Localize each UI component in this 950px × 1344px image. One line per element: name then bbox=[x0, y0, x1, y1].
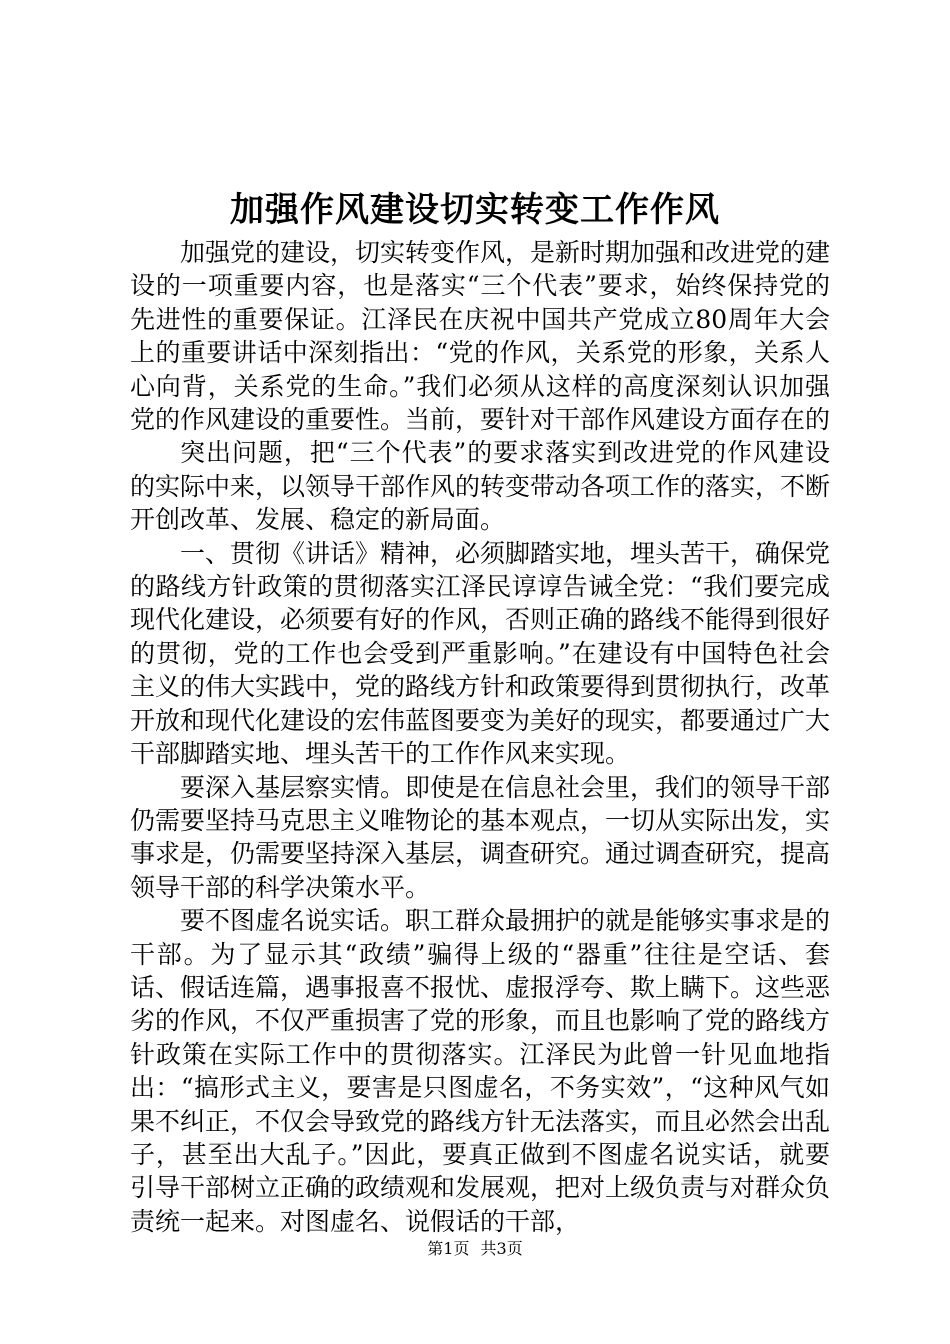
page-number: 第1页 bbox=[427, 1239, 470, 1258]
paragraph-2: 突出问题，把“三个代表”的要求落实到改进党的作风建设的实际中来，以领导干部作风的转变带动各项工作的落实，不断开创改革、发展、稳定的新局面。 bbox=[130, 438, 831, 535]
paragraph-4: 要深入基层察实情。即使是在信息社会里，我们的领导干部仍需要坚持马克思主义唯物论的基本观点，一切从实际出发，实事求是，仍需要坚持深入基层，调查研究。通过调查研究，提高领导干部的科学决策水平。 bbox=[130, 772, 831, 902]
page-total: 共3页 bbox=[480, 1239, 523, 1258]
document-title: 加强作风建设切实转变工作作风 bbox=[230, 190, 720, 230]
document-body bbox=[130, 236, 830, 1238]
paragraph-3: 一、贯彻《讲话》精神，必须脚踏实地，埋头苦干，确保党的路线方针政策的贯彻落实江泽民谆谆告诫全党：“我们要完成现代化建设，必须要有好的作风，否则正确的路线不能得到很好的贯彻，党的工作也会受到严重影响。”在建设有中国特色社会主义的伟大实践中，党的路线方针和政策要得到贯彻执行，改革开放和现代化建设的宏伟蓝图要变为美好的现实，都要通过广大干部脚踏实地、埋头苦干的工作作风来实现。 bbox=[130, 538, 831, 769]
page-footer bbox=[0, 1239, 950, 1259]
paragraph-5: 要不图虚名说实话。职工群众最拥护的就是能够实事求是的干部。为了显示其“政绩”骗得上级的“器重”往往是空话、套话、假话连篇，遇事报喜不报忧、虚报浮夸、欺上瞒下。这些恶劣的作风，不仅严重损害了党的形象，而且也影响了党的路线方针政策在实际工作中的贯彻落实。江泽民为此曾一针见血地指出：“搞形式主义，要害是只图虚名，不务实效”，“这种风气如果不纠正，不仅会导致党的路线方针无法落实，而且必然会出乱子，甚至出大乱子。”因此，要真正做到不图虚名说实话，就要引导干部树立正确的政绩观和发展观，把对上级负责与对群众负责统一起来。对图虚名、说假话的干部， bbox=[130, 906, 831, 1236]
paragraph-1: 加强党的建设，切实转变作风，是新时期加强和改进党的建设的一项重要内容，也是落实“三个代表”要求，始终保持党的先进性的重要保证。江泽民在庆祝中国共产党成立80周年大会上的重要讲话中深刻指出：“党的作风，关系党的形象，关系人心向背，关系党的生命。”我们必须从这样的高度深刻认识加强党的作风建设的重要性。当前，要针对干部作风建设方面存在的 bbox=[130, 238, 831, 435]
